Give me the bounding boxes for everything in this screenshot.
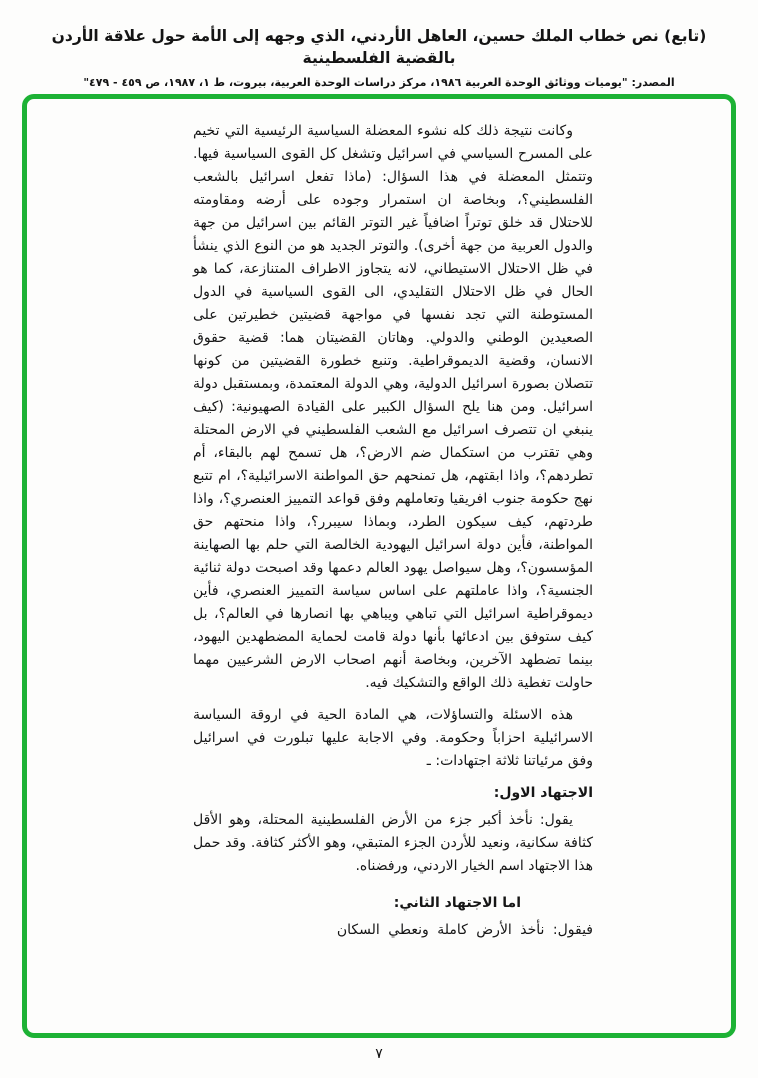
heading-second-opinion: اما الاجتهاد الثاني: <box>393 895 521 911</box>
page-title: (تابع) نص خطاب الملك حسين، العاهل الأردني، الذي وجهه إلى الأمة حول علاقة الأردن بالقضية الفلسطينية <box>51 27 707 67</box>
page-number: ٧ <box>375 1046 383 1062</box>
body-text-column <box>193 120 593 951</box>
paragraph-first-opinion: يقول: نأخذ أكبر جزء من الأرض الفلسطينية المحتلة، وهو الأقل كثافة سكانية، ونعيد للأردن الجزء المتبقي، وهو الأكثر كثافة. وقد حمل هذا الاجتهاد اسم الخيار الاردني، ورفضناه. <box>193 812 593 874</box>
document-header <box>0 26 758 89</box>
paragraph-dilemma: وكانت نتيجة ذلك كله نشوء المعضلة السياسية الرئيسية التي تخيم على المسرح السياسي في اسرائيل وتشغل كل القوى السياسية فيها. وتتمثل المعضلة في هذا السؤال: (ماذا تفعل اسرائيل بالشعب الفلسطيني؟، وبخاصة ان استمرار وجوده على أرضه ومقاومته للاحتلال قد خلق توتراً اضافياً غير التوتر القائم بين اسرائيل من جهة والدول العربية من جهة أخرى). والتوتر الجديد هو من النوع الذي ينشأ في ظل الاحتلال الاستيطاني، لانه يتجاوز الاطراف المتنازعة، كما هو الحال في ظل الاحتلال التقليدي، الى القوى السياسية في الدول المستوطنة التي تجد نفسها في مواجهة قضيتين خطيرتين على الصعيدين الوطني والدولي. وهاتان القضيتان هما: قضية حقوق الانسان، وقضية الديموقراطية. وتنبع خطورة القضيتين من كونها تتصلان بصورة اسرائيل الدولية، وهي الدولة المعتمدة، وبمستقبل دولة اسرائيل. ومن هنا يلح السؤال الكبير على القيادة الصهيونية: (كيف ينبغي ان تتصرف اسرائيل مع الشعب الفلسطيني في الارض المحتلة وهي تقترب من استكمال ضم الارض؟، هل تسمح لهم بالبقاء، أم تطردهم؟، واذا ابقتهم، هل تمنحهم حق المواطنة الاسرائيلية؟، ام تتبع نهج حكومة جنوب افريقيا وتعاملهم وفق قواعد التمييز العنصري؟، واذا طردتهم، كيف سيكون الطرد، وبماذا سيبرر؟، واذا منحتهم حق المواطنة، فأين دولة اسرائيل اليهودية الخالصة التي حلم بها الصهاينة المؤسسون؟، وهل سيواصل يهود العالم دعمها وقد اصبحت دولة ثنائية الجنسية؟، واذا عاملتهم على اساس سياسة التمييز العنصري، فأين ديموقراطية اسرائيل التي تباهي ويباهي بها انصارها في العالم؟، بل كيف ستوفق بين ادعائها بأنها دولة قامت لحماية المضطهدين اليهود، بينما تضطهد الآخرين، وبخاصة أنهم اصحاب الارض الشرعيين مهما حاولت تغطية ذلك الواقع والتشكيك فيه. <box>193 123 593 691</box>
paragraph-second-opinion: فيقول: نأخذ الأرض كاملة ونعطي السكان <box>336 922 593 938</box>
paragraph-questions-summary: هذه الاسئلة والتساؤلات، هي المادة الحية في اروقة السياسة الاسرائيلية احزاباً وحكومة. وفي الاجابة عليها تبلورت في اسرائيل وفق مرئياتنا ثلاثة اجتهادات: ـ <box>193 707 593 769</box>
source-citation: المصدر: "يوميات ووثائق الوحدة العربية ١٩٨٦، مركز دراسات الوحدة العربية، بيروت، ط ١، ١٩٨٧، ص ٤٥٩ - ٤٧٩" <box>83 76 675 90</box>
heading-first-opinion: الاجتهاد الاول: <box>493 785 593 801</box>
